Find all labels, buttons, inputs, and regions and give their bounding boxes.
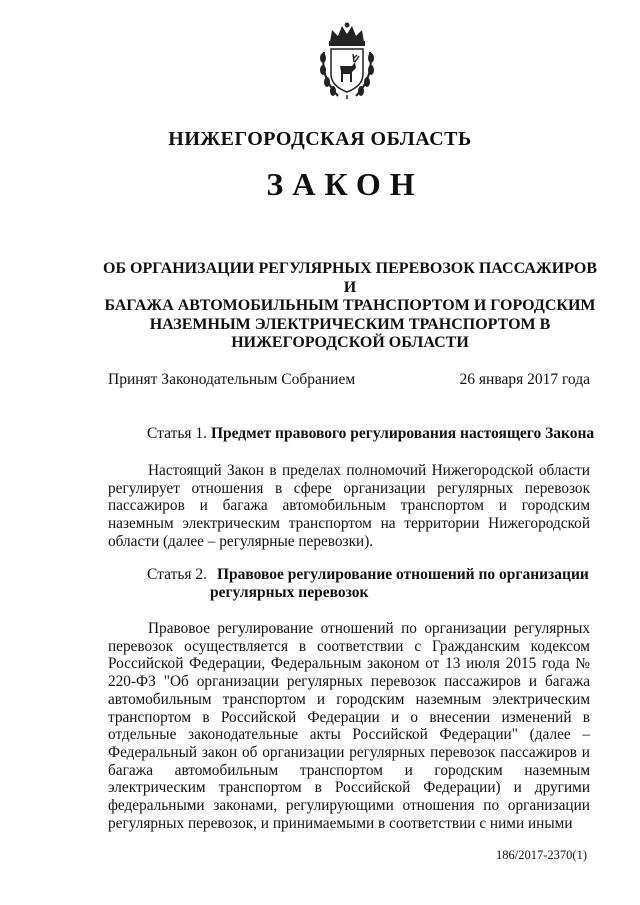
article-2-text: Правовое регулирование отношений по организации регулярных перевозок осуществляется в соответствии с Гражданским кодексом Российской Федерации, Федеральным законом от 13 июля 2015 года № 220-ФЗ "Об организации регулярных перевозок пассажиров и багажа автомобильным транспортом и городским наземным электрическим транспортом в Российской Федерации и о внесении изменений в отдельные законодательные акты Российской Федерации" (далее – Федеральный закон об организации регулярных перевозок пассажиров и багажа автомобильным транспортом и городским наземным электрическим транспортом в Российской Федерации) и другими федеральными законами, регулирующими отношения по организации регулярных перевозок, и принимаемыми в соответствии с ними иными [108, 620, 590, 832]
article-1-text: Настоящий Закон в пределах полномочий Нижегородской области регулирует отношения в сфере организации регулярных перевозок пассажиров и багажа автомобильным транспортом и городским наземным электрическим транспортом на территории Нижегородской области (далее – регулярные перевозки). [108, 462, 590, 550]
article-2-number: Статья 2. [147, 566, 208, 583]
adoption-date: 26 января 2017 года [459, 371, 590, 388]
article-1-heading [147, 425, 594, 443]
article-2-heading [147, 566, 590, 601]
law-subject [100, 260, 600, 353]
document-number: 186/2017-2370(1) [496, 848, 587, 862]
subject-line: НИЖЕГОРОДСКОЙ ОБЛАСТИ [231, 334, 469, 351]
article-1-title: Предмет правового регулирования настоящего Закона [210, 425, 595, 442]
region-title: НИЖЕГОРОДСКАЯ ОБЛАСТЬ [168, 128, 472, 150]
subject-line: ОБ ОРГАНИЗАЦИИ РЕГУЛЯРНЫХ ПЕРЕВОЗОК ПАССАЖИРОВ И [103, 260, 597, 296]
coat-of-arms-icon [318, 22, 376, 100]
adopted-by: Принят Законодательным Собранием [108, 371, 356, 388]
article-2-title-continued: регулярных перевозок [210, 583, 369, 601]
document-type: ЗАКОН [266, 166, 424, 202]
article-1-number: Статья 1. [147, 425, 208, 442]
subject-line: НАЗЕМНЫМ ЭЛЕКТРИЧЕСКИМ ТРАНСПОРТОМ В [149, 315, 551, 333]
article-2-title: Правовое регулирование отношений по организации [216, 566, 589, 583]
subject-line: БАГАЖА АВТОМОБИЛЬНЫМ ТРАНСПОРТОМ И ГОРОДСКИМ [104, 297, 596, 314]
